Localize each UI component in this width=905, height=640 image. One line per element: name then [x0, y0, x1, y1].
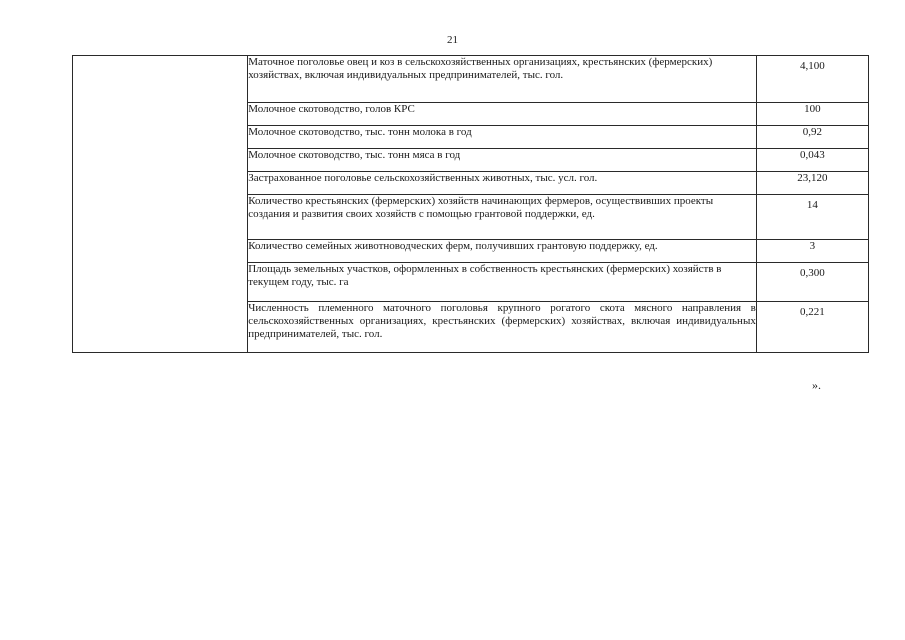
- indicator-value: 23,120: [756, 172, 868, 195]
- indicator-value: 0,043: [756, 149, 868, 172]
- indicator-value: 100: [756, 103, 868, 126]
- indicator-value: 0,300: [756, 263, 868, 302]
- indicator-value: 14: [756, 195, 868, 240]
- indicator-value: 0,92: [756, 126, 868, 149]
- indicator-value: 0,221: [756, 302, 868, 353]
- indicator-description: Застрахованное поголовье сельскохозяйственных животных, тыс. усл. гол.: [248, 172, 757, 195]
- page-number: 21: [447, 34, 458, 46]
- closing-quote-mark: ».: [812, 378, 821, 392]
- indicator-description: Численность племенного маточного поголовья крупного рогатого скота мясного направления в сельскохозяйственных организациях, крестьянских (фермерских) хозяйствах, включая индивидуальных предпринимателей, тыс. гол.: [248, 302, 757, 353]
- indicator-description: Молочное скотоводство, голов КРС: [248, 103, 757, 126]
- indicator-description: Площадь земельных участков, оформленных в собственность крестьянских (фермерских) хозяйств в текущем году, тыс. га: [248, 263, 757, 302]
- indicator-description: Молочное скотоводство, тыс. тонн мяса в год: [248, 149, 757, 172]
- empty-left-cell: [73, 56, 248, 353]
- indicator-value: 3: [756, 240, 868, 263]
- indicator-table: [72, 55, 869, 353]
- indicator-description: Маточное поголовье овец и коз в сельскохозяйственных организациях, крестьянских (фермерских) хозяйствах, включая индивидуальных предпринимателей, тыс. гол.: [248, 56, 757, 103]
- indicator-description: Молочное скотоводство, тыс. тонн молока в год: [248, 126, 757, 149]
- indicator-value: 4,100: [756, 56, 868, 103]
- indicator-description: Количество семейных животноводческих ферм, получивших грантовую поддержку, ед.: [248, 240, 757, 263]
- indicator-description: Количество крестьянских (фермерских) хозяйств начинающих фермеров, осуществивших проекты создания и развития своих хозяйств с помощью грантовой поддержки, ед.: [248, 195, 757, 240]
- table-row: [73, 56, 869, 103]
